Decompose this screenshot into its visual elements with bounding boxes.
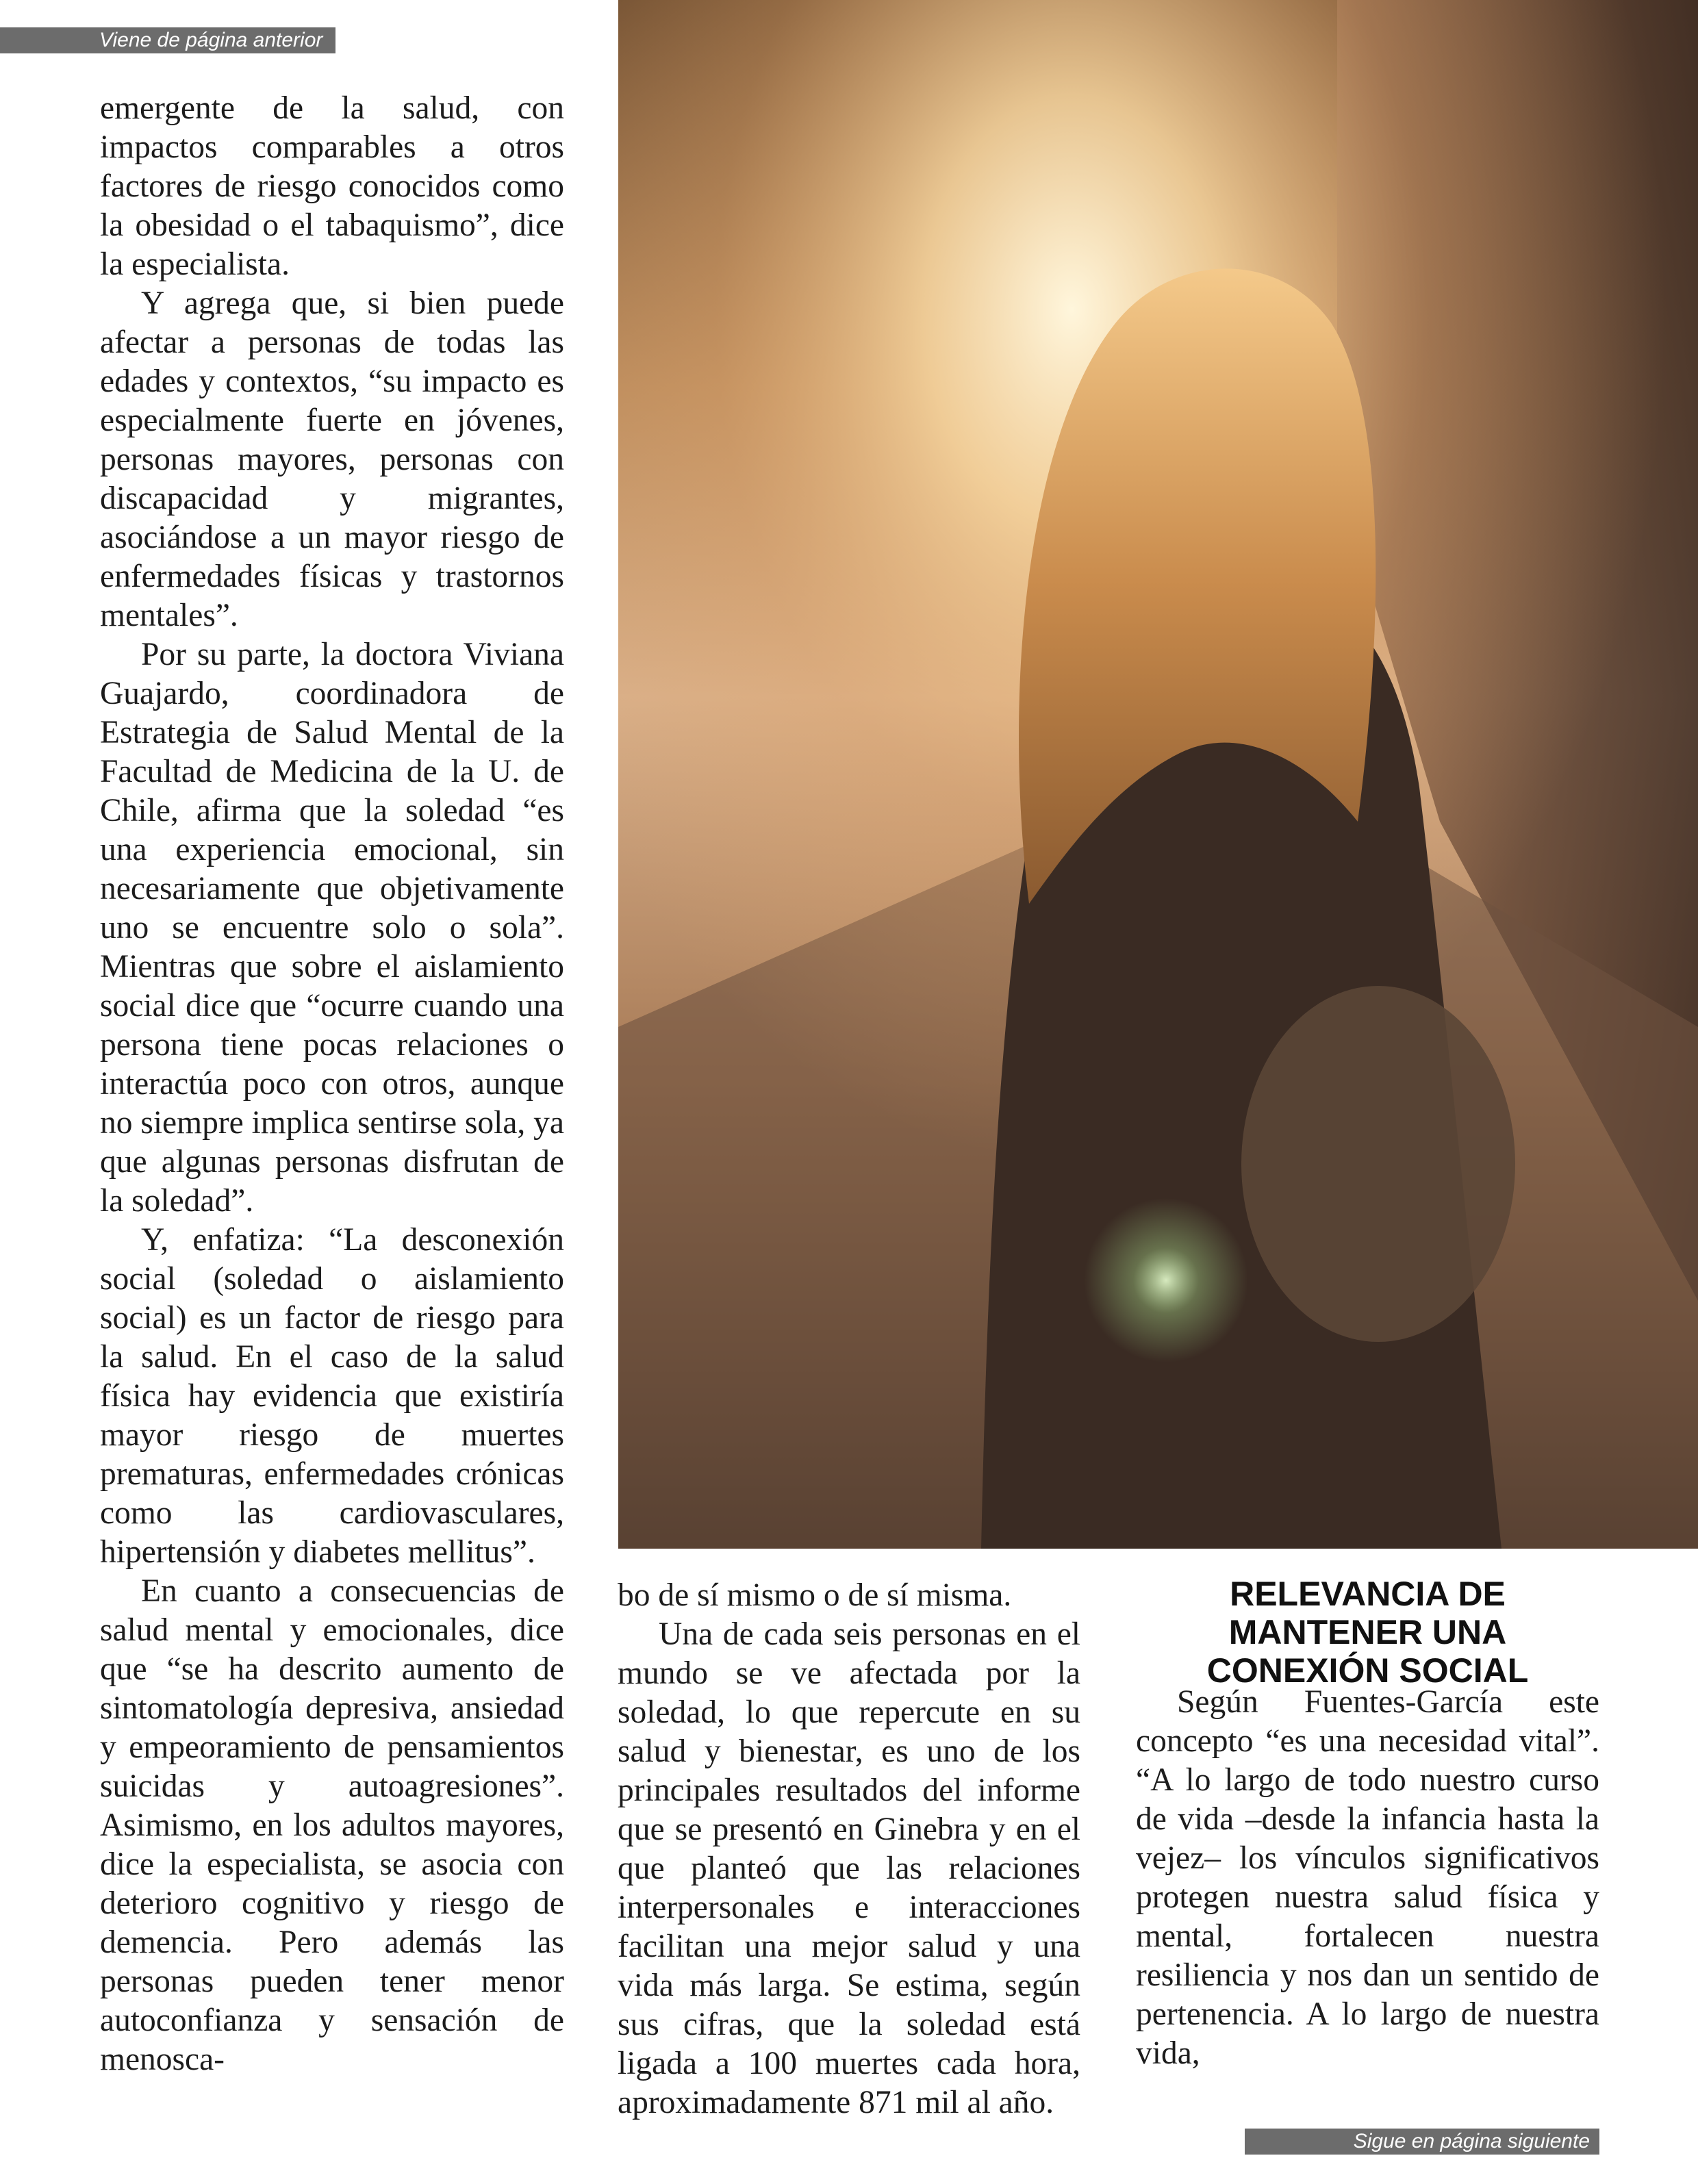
paragraph: bo de sí mismo o de sí misma. (618, 1577, 1012, 1613)
article-photo (618, 0, 1698, 1549)
article-column-2 (618, 1576, 1080, 2122)
continued-from-previous-label: Viene de página anterior (0, 27, 335, 53)
backlit-woman-walking-image (618, 0, 1698, 1549)
paragraph: Por su parte, la doctora Viviana Guajardo, coordinadora de Estrategia de Salud Mental de la Facultad de Medicina de la U. de Chile, afirma que la soledad “es una experiencia emocional, sin necesariamente que objetivamente uno se encuentre solo o sola”. Mientras que sobre el aislamiento social dice que “ocurre cuando una persona tiene pocas relaciones o interactúa poco con otros, aunque no siempre implica sentirse sola, ya que algunas personas disfrutan de la soledad”. (100, 637, 565, 1219)
paragraph: emergente de la salud, con impactos comparables a otros factores de riesgo conocidos como la obesidad o el tabaquismo”, dice la especialista. (100, 90, 564, 282)
paragraph: Y agrega que, si bien puede afectar a personas de todas las edades y contextos, “su impacto es especialmente fuerte en jóvenes, personas mayores, personas con discapacidad y migrantes, asociándose a un mayor riesgo de enfermedades físicas y trastornos mentales”. (100, 285, 564, 633)
paragraph: Una de cada seis personas en el mundo se ve afectada por la soledad, lo que repercute en su salud y bienestar, es uno de los principales resultados del informe que se presentó en Ginebra y en el que planteó que las relaciones interpersonales e interacciones facilitan una mejor salud y una vida más larga. Se estima, según sus cifras, que la soledad está ligada a 100 muertes cada hora, aproximadamente 871 mil al año. (618, 1616, 1080, 2120)
article-column-3 (1136, 1683, 1599, 2073)
paragraph: En cuanto a consecuencias de salud mental y emocionales, dice que “se ha descrito aumento de sintomatología depresiva, ansiedad y empeoramiento de pensamientos suicidas y autoagresiones”. Asimismo, en los adultos mayores, dice la especialista, se asocia con deterioro cognitivo y riesgo de demencia. Pero además las personas pueden tener menor autoconfianza y sensación de menosca- (100, 1573, 564, 2077)
paragraph: Y, enfatiza: “La desconexión social (soledad o aislamiento social) es un factor de riesgo para la salud. En el caso de la salud física hay evidencia que existiría mayor riesgo de muertes prematuras, enfermedades crónicas como las cardiovasculares, hipertensión y diabetes mellitus”. (100, 1222, 564, 1570)
article-column-1 (100, 89, 564, 2079)
paragraph: Según Fuentes-García este concepto “es una necesidad vital”. “A lo largo de todo nuestro curso de vida –desde la infancia hasta la vejez– los vínculos significativos protegen nuestra salud física y mental, fortalecen nuestra resiliencia y nos dan un sentido de pertenencia. A lo largo de nuestra vida, (1136, 1684, 1599, 2071)
continued-on-next-label: Sigue en página siguiente (1245, 2129, 1599, 2155)
section-heading: RELEVANCIA DE MANTENER UNA CONEXIÓN SOCIAL (1206, 1575, 1529, 1690)
